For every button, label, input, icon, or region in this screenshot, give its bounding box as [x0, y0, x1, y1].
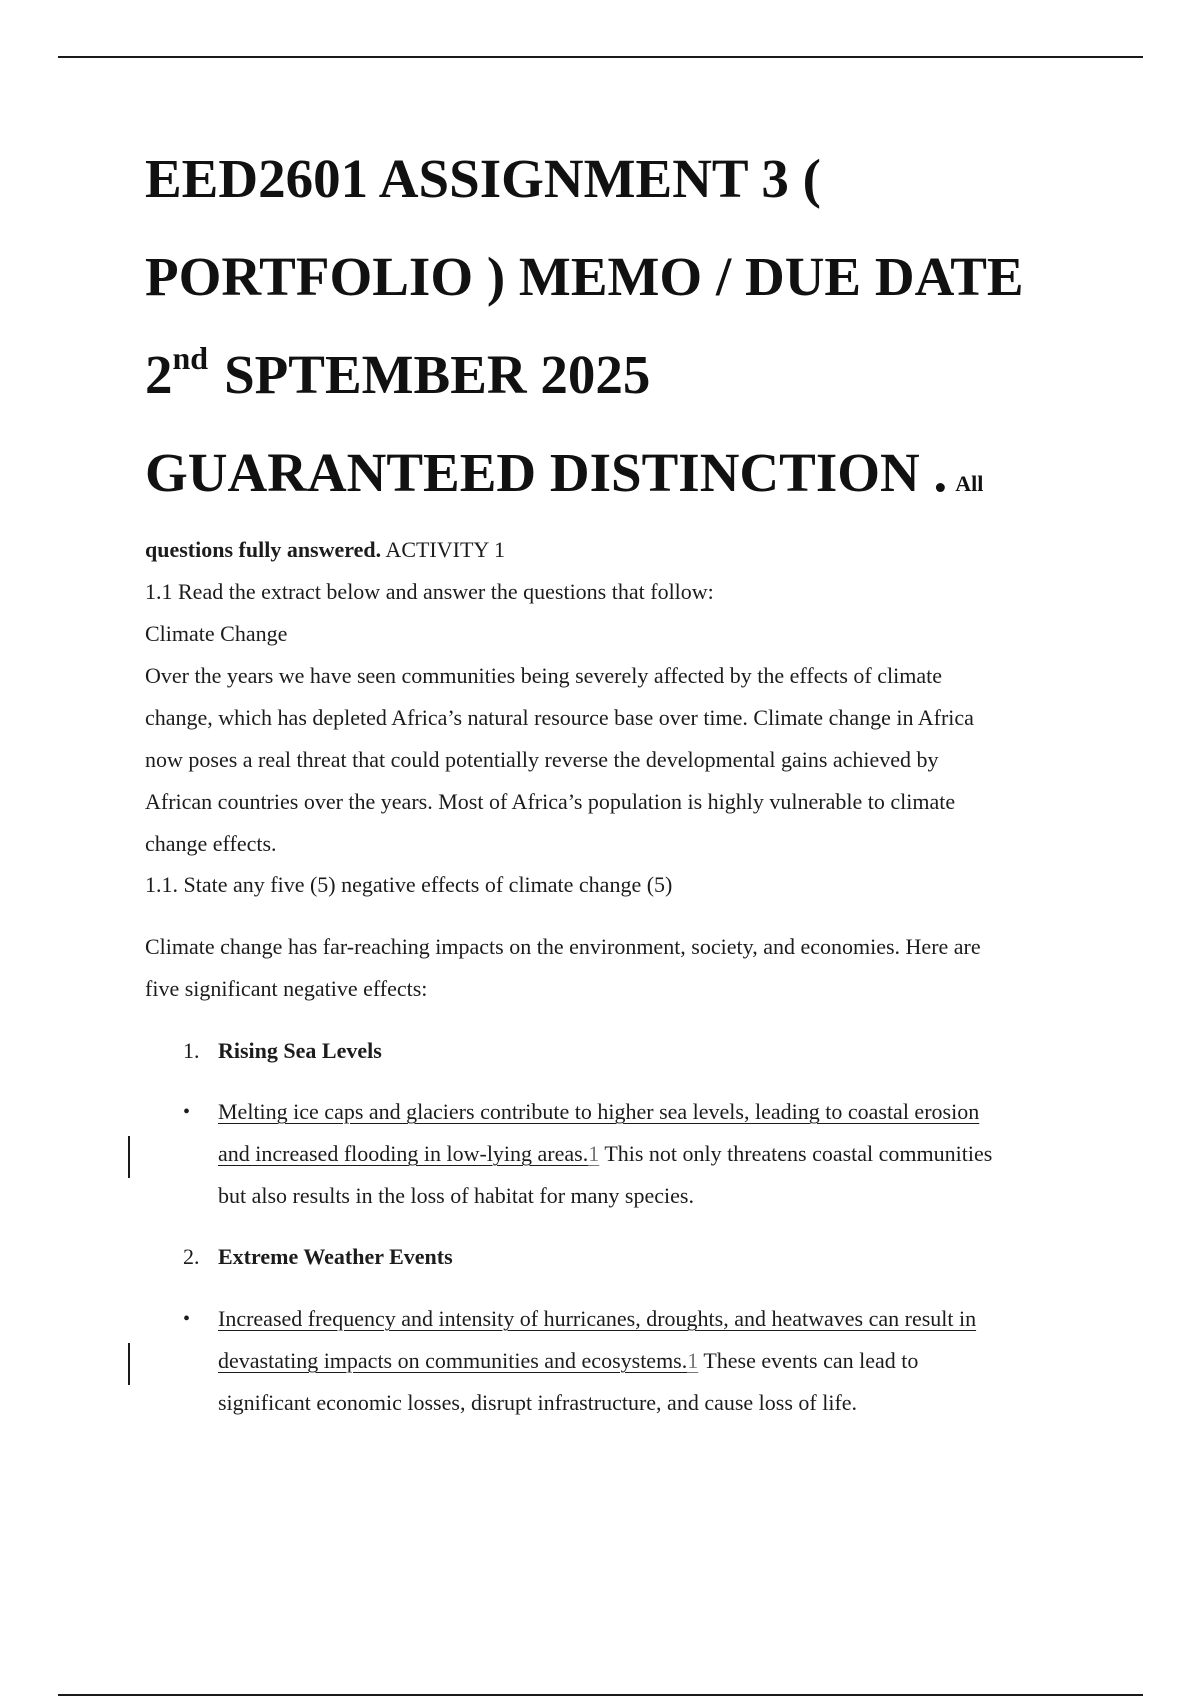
effect-label: Rising Sea Levels: [218, 1038, 382, 1063]
bullet-text: This not only threatens coastal communities: [599, 1141, 993, 1166]
bullet-underlined-text: and increased flooding in low-lying areas.: [218, 1141, 589, 1166]
bullet-dot-icon: •: [183, 1308, 191, 1330]
bullet-underlined-text: Melting ice caps and glaciers contribute to higher sea levels, leading to coastal erosion: [218, 1099, 980, 1124]
bullet-body: [218, 1298, 1108, 1424]
bullet-underlined-text: Increased frequency and intensity of hurricanes, droughts, and heatwaves can result in: [218, 1306, 977, 1331]
title-all-word: All: [955, 471, 984, 496]
effect-heading-1: [183, 1030, 382, 1072]
change-bar-2: [128, 1343, 130, 1385]
answer-intro-line: five significant negative effects:: [145, 976, 428, 1001]
title-day-suffix: nd: [172, 340, 209, 376]
intro-bold: questions fully answered.: [145, 537, 382, 562]
title-distinction: GUARANTEED DISTINCTION .: [145, 442, 948, 503]
change-bar-1: [128, 1136, 130, 1178]
extract-line: change, which has depleted Africa’s natural resource base over time. Climate change in Africa: [145, 705, 974, 730]
top-rule: [58, 56, 1143, 58]
bullet-text: These events can lead to: [698, 1348, 919, 1373]
extract-line: now poses a real threat that could potentially reverse the developmental gains achieved by: [145, 747, 939, 772]
extract-line: African countries over the years. Most of Africa’s population is highly vulnerable to climate: [145, 789, 956, 814]
effect-heading-2: [183, 1236, 453, 1278]
bullet-dot-icon: •: [183, 1101, 191, 1123]
intro-line: [145, 529, 1090, 571]
question-1-1: 1.1 Read the extract below and answer the questions that follow:: [145, 579, 714, 604]
answer-intro-line: Climate change has far-reaching impacts on the environment, society, and economies. Here are: [145, 934, 981, 959]
bullet-text: but also results in the loss of habitat for many species.: [218, 1183, 694, 1208]
effect-number: 1.: [183, 1038, 200, 1063]
title-line-1: EED2601 ASSIGNMENT 3 (: [145, 148, 821, 209]
title-month-year: SPTEMBER 2025: [224, 344, 651, 405]
extract-line: Over the years we have seen communities being severely affected by the effects of climate: [145, 663, 942, 688]
title-line-3: [145, 342, 1105, 415]
effect-number: 2.: [183, 1244, 200, 1269]
footnote-ref[interactable]: 1: [687, 1348, 699, 1373]
bullet-text: significant economic losses, disrupt infrastructure, and cause loss of life.: [218, 1390, 858, 1415]
effect-label: Extreme Weather Events: [218, 1244, 453, 1269]
title-line-2: PORTFOLIO ) MEMO / DUE DATE: [145, 246, 1024, 307]
footnote-ref[interactable]: 1: [588, 1141, 600, 1166]
intro-activity: ACTIVITY 1: [381, 537, 505, 562]
question-1-1-state: 1.1. State any five (5) negative effects of climate change (5): [145, 872, 673, 897]
extract-title: Climate Change: [145, 621, 288, 646]
title-line-4: [145, 440, 1105, 517]
title-day-number: 2: [145, 344, 173, 405]
bullet-body: [218, 1091, 1108, 1217]
bullet-underlined-text: devastating impacts on communities and ecosystems.: [218, 1348, 688, 1373]
bottom-rule: [58, 1694, 1143, 1696]
extract-line: change effects.: [145, 831, 277, 856]
